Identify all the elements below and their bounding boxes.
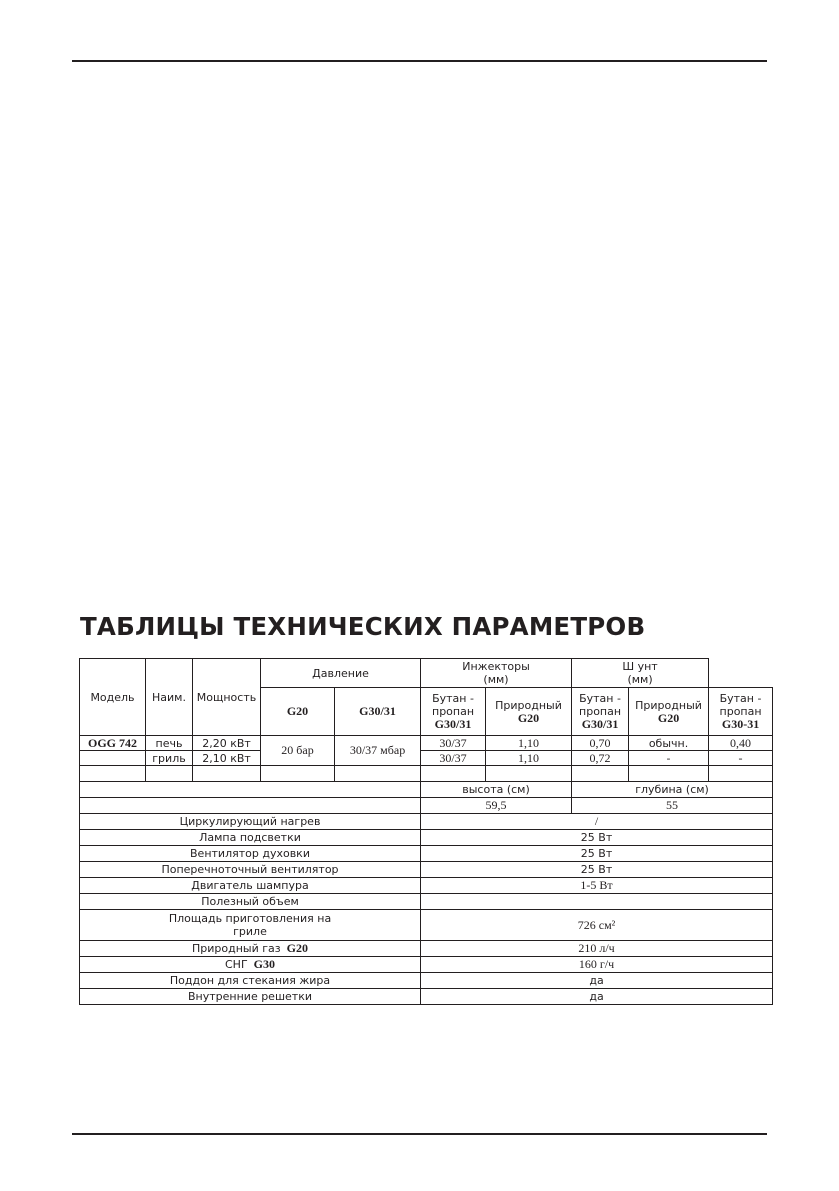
spec-label: Лампа подсветки	[80, 830, 421, 846]
row-inj-natural: 1,10	[486, 736, 572, 751]
depth-label: глубина (см)	[572, 782, 773, 798]
spec-row	[80, 894, 773, 910]
header-shunt-natural-line2: G20	[657, 710, 680, 725]
empty-cell	[335, 766, 421, 782]
header-inj-natural-line1: Природный	[495, 698, 562, 712]
empty-cell	[486, 766, 572, 782]
dimensions-value-row	[80, 798, 773, 814]
header-shunt-butane2-line3: G30-31	[721, 717, 760, 731]
spec-value: 1-5 Вт	[421, 878, 773, 894]
header-shunt-natural	[629, 688, 709, 736]
dimensions-label-row	[80, 782, 773, 798]
spec-row	[80, 989, 773, 1005]
spec-value: 25 Вт	[421, 830, 773, 846]
spec-row	[80, 830, 773, 846]
header-shunt-butane2	[709, 688, 773, 736]
row-shunt-butane: 0,72	[572, 751, 629, 766]
header-name: Наим.	[146, 659, 193, 736]
row-shunt-butane: 0,70	[572, 736, 629, 751]
header-empty-corner	[709, 659, 773, 688]
spec-label: Внутренние решетки	[80, 989, 421, 1005]
row-shunt-butane2: 0,40	[709, 736, 773, 751]
header-inj-butane-line1: Бутан -	[432, 692, 474, 705]
spec-row	[80, 814, 773, 830]
dimensions-value-blank	[80, 798, 421, 814]
spec-value: 726 см²	[421, 910, 773, 941]
empty-cell	[193, 766, 261, 782]
spec-value	[421, 894, 773, 910]
height-value: 59,5	[421, 798, 572, 814]
pressure-g30-value: 30/37 мбар	[335, 736, 421, 766]
row-inj-butane: 30/37	[421, 736, 486, 751]
spec-row	[80, 878, 773, 894]
spec-row	[80, 862, 773, 878]
header-inj-natural	[486, 688, 572, 736]
row-shunt-natural: обычн.	[629, 736, 709, 751]
spec-value: 160 г/ч	[421, 957, 773, 973]
top-rule	[72, 60, 767, 62]
header-pressure-g30: G30/31	[335, 688, 421, 736]
spec-label	[80, 941, 421, 957]
header-shunt-line2: (мм)	[627, 673, 653, 686]
spec-row	[80, 957, 773, 973]
header-inj-butane-line3: G30/31	[434, 717, 472, 731]
empty-cell	[421, 766, 486, 782]
spec-row	[80, 910, 773, 941]
table-row	[80, 751, 773, 766]
spec-label-line1: Площадь приготовления на	[168, 912, 332, 925]
header-injectors-line1: Инжекторы	[462, 660, 530, 673]
empty-cell	[261, 766, 335, 782]
spec-label: Полезный объем	[80, 894, 421, 910]
row-power: 2,20 кВт	[193, 736, 261, 751]
spec-value: 25 Вт	[421, 862, 773, 878]
row-model	[80, 751, 146, 766]
row-name: гриль	[146, 751, 193, 766]
spec-label-line2: гриле	[233, 925, 267, 938]
header-shunt-butane	[572, 688, 629, 736]
header-shunt-butane-line3: G30/31	[581, 717, 619, 731]
row-inj-natural: 1,10	[486, 751, 572, 766]
row-model: OGG 742	[80, 736, 146, 751]
spec-value: да	[421, 989, 773, 1005]
row-shunt-natural: -	[629, 751, 709, 766]
spec-label: Двигатель шампура	[80, 878, 421, 894]
header-injectors	[421, 659, 572, 688]
header-inj-butane-line2: пропан	[432, 705, 475, 718]
header-shunt-butane2-line1: Бутан -	[719, 692, 762, 705]
spec-label-text: СНГ	[225, 958, 248, 971]
spec-label: Поддон для стекания жира	[80, 973, 421, 989]
header-row	[80, 659, 773, 688]
empty-cell	[80, 766, 146, 782]
technical-parameters-table	[79, 658, 773, 1005]
empty-cell	[629, 766, 709, 782]
header-shunt-line1: Ш унт	[622, 660, 658, 673]
spec-value: 25 Вт	[421, 846, 773, 862]
header-pressure-g20: G20	[261, 688, 335, 736]
header-shunt-butane-line2: пропан	[579, 705, 622, 718]
row-shunt-butane2: -	[709, 751, 773, 766]
height-label: высота (см)	[421, 782, 572, 798]
spec-label	[80, 910, 421, 941]
dimensions-label-blank	[80, 782, 421, 798]
pressure-g20-value: 20 бар	[261, 736, 335, 766]
empty-cell	[709, 766, 773, 782]
spec-label-text: Природный газ	[192, 942, 281, 955]
table-row	[80, 736, 773, 751]
header-model: Модель	[80, 659, 146, 736]
header-shunt-butane2-line2: пропан	[719, 705, 762, 718]
header-injectors-line2: (мм)	[483, 673, 509, 686]
spec-label: Вентилятор духовки	[80, 846, 421, 862]
bottom-rule	[72, 1133, 767, 1135]
spec-row	[80, 973, 773, 989]
row-power: 2,10 кВт	[193, 751, 261, 766]
header-shunt-butane-line1: Бутан -	[579, 692, 621, 705]
row-inj-butane: 30/37	[421, 751, 486, 766]
spec-label-code: G20	[286, 941, 308, 955]
spec-value: да	[421, 973, 773, 989]
depth-value: 55	[572, 798, 773, 814]
header-shunt-natural-line1: Природный	[635, 698, 702, 712]
spec-value: /	[421, 814, 773, 830]
header-power: Мощность	[193, 659, 261, 736]
spec-label: Циркулирующий нагрев	[80, 814, 421, 830]
spec-row	[80, 846, 773, 862]
spec-value: 210 л/ч	[421, 941, 773, 957]
empty-cell	[572, 766, 629, 782]
header-inj-butane	[421, 688, 486, 736]
spec-label: Поперечноточный вентилятор	[80, 862, 421, 878]
spec-label-code: G30	[253, 957, 276, 971]
page-title: ТАБЛИЦЫ ТЕХНИЧЕСКИХ ПАРАМЕТРОВ	[80, 612, 646, 641]
empty-row	[80, 766, 773, 782]
header-shunt	[572, 659, 709, 688]
row-name: печь	[146, 736, 193, 751]
header-pressure: Давление	[261, 659, 421, 688]
spec-label	[80, 957, 421, 973]
empty-cell	[146, 766, 193, 782]
header-inj-natural-line2: G20	[517, 710, 540, 725]
spec-row	[80, 941, 773, 957]
